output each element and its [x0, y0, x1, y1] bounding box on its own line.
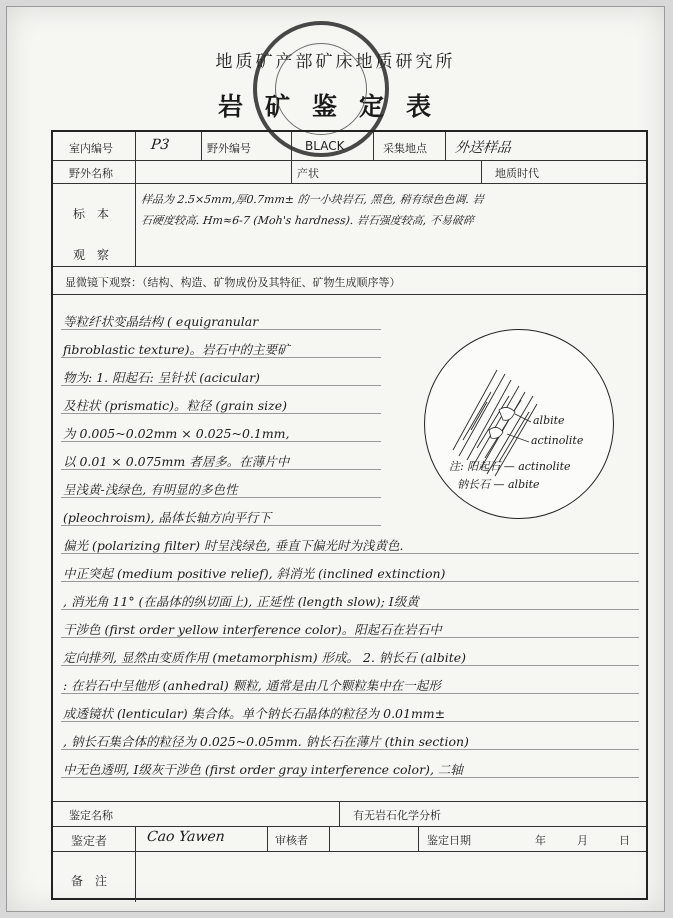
- observation-line: 中无色透明, Ⅰ级灰干涉色 (first order gray interference color), 二轴: [63, 762, 463, 777]
- observation-line: , 消光角 11° (在晶体的纵切面上), 正延性 (length slow); Ⅰ级黄: [63, 594, 419, 609]
- sketch-note-albite: 钠长石 — albite: [457, 478, 540, 491]
- observation-line: (pleochroism), 晶体长轴方向平行下: [63, 510, 271, 525]
- identification-date-label: 鉴定日期: [427, 834, 471, 847]
- field-number-value: BLACK: [305, 139, 345, 153]
- observation-line: 以 0.01 × 0.075mm 者居多。在薄片中: [63, 454, 290, 469]
- form-grid: [51, 130, 648, 900]
- sketch-note-actinolite: 注: 阳起石 — actinolite: [449, 460, 571, 473]
- occurrence-label: 产状: [297, 167, 319, 180]
- observation-line: fibroblastic texture)。岩石中的主要矿: [63, 342, 290, 357]
- collection-site-value: 外送样品: [454, 140, 512, 156]
- observation-line: 偏光 (polarizing filter) 时呈浅绿色, 垂直下偏光时为浅黄色.: [63, 538, 404, 553]
- observation-line: 等粒纤状变晶结构 ( equigranular: [63, 314, 259, 329]
- year-label: 年: [535, 834, 546, 847]
- lab-number-label: 室内编号: [69, 142, 113, 155]
- reviewer-label: 审核者: [275, 834, 308, 847]
- observation-line: 及柱状 (prismatic)。粒径 (grain size): [63, 398, 288, 413]
- sketch-label-albite: albite: [533, 414, 565, 427]
- field-name-label: 野外名称: [69, 167, 113, 180]
- remarks-label: 备 注: [71, 874, 108, 888]
- collection-site-label: 采集地点: [383, 142, 427, 155]
- observation-line: 干涉色 (first order yellow interference color)。阳起石在岩石中: [63, 622, 442, 637]
- chemical-analysis-label: 有无岩石化学分析: [353, 809, 441, 822]
- lab-number-value: P3: [150, 137, 171, 153]
- day-label: 日: [619, 834, 630, 847]
- specimen-text-line-1: 样品为 2.5×5mm,厚0.7mm± 的一小块岩石, 黑色, 稍有绿色色调. 岩: [140, 193, 485, 206]
- thin-section-sketch: [424, 329, 614, 519]
- form-title: 岩矿鉴定表: [217, 92, 453, 121]
- geologic-age-label: 地质时代: [495, 167, 539, 180]
- observation-line: 成透镜状 (lenticular) 集合体。单个钠长石晶体的粒径为 0.01mm±: [63, 706, 446, 721]
- microscope-observation-label: 显微镜下观察：（结构、构造、矿物成份及其特征、矿物生成顺序等）: [65, 276, 401, 289]
- observation-line: : 在岩石中呈他形 (anhedral) 颗粒, 通常是由几个颗粒集中在一起形: [63, 678, 441, 693]
- identifier-value: Cao Yawen: [146, 829, 226, 845]
- observation-line: , 钠长石集合体的粒径为 0.025~0.05mm. 钠长石在薄片 (thin section): [63, 734, 469, 749]
- observation-line: 为 0.005~0.02mm × 0.025~0.1mm,: [63, 426, 290, 441]
- month-label: 月: [577, 834, 588, 847]
- observation-line: 定向排列, 显然由变质作用 (metamorphism) 形成。 2. 钠长石 (albite): [63, 650, 467, 665]
- specimen-text-line-2: 石硬度较高. Hm≈6-7 (Moh's hardness). 岩石强度较高, 不易破碎: [140, 214, 475, 227]
- sketch-label-actinolite: actinolite: [531, 434, 584, 447]
- organization-name: 地质矿产部矿床地质研究所: [215, 52, 456, 72]
- observation-line: 呈浅黄-浅绿色, 有明显的多色性: [63, 482, 238, 497]
- observation-label: 观 察: [73, 248, 110, 262]
- observation-line: 中正突起 (medium positive relief), 斜消光 (inclined extinction): [63, 566, 446, 581]
- specimen-label: 标 本: [73, 207, 110, 221]
- identification-name-label: 鉴定名称: [69, 809, 113, 822]
- identifier-label: 鉴定者: [71, 834, 108, 848]
- observation-line: 物为: 1. 阳起石: 呈针状 (acicular): [63, 370, 260, 385]
- form-sheet: [6, 6, 665, 912]
- field-number-label: 野外编号: [207, 142, 251, 155]
